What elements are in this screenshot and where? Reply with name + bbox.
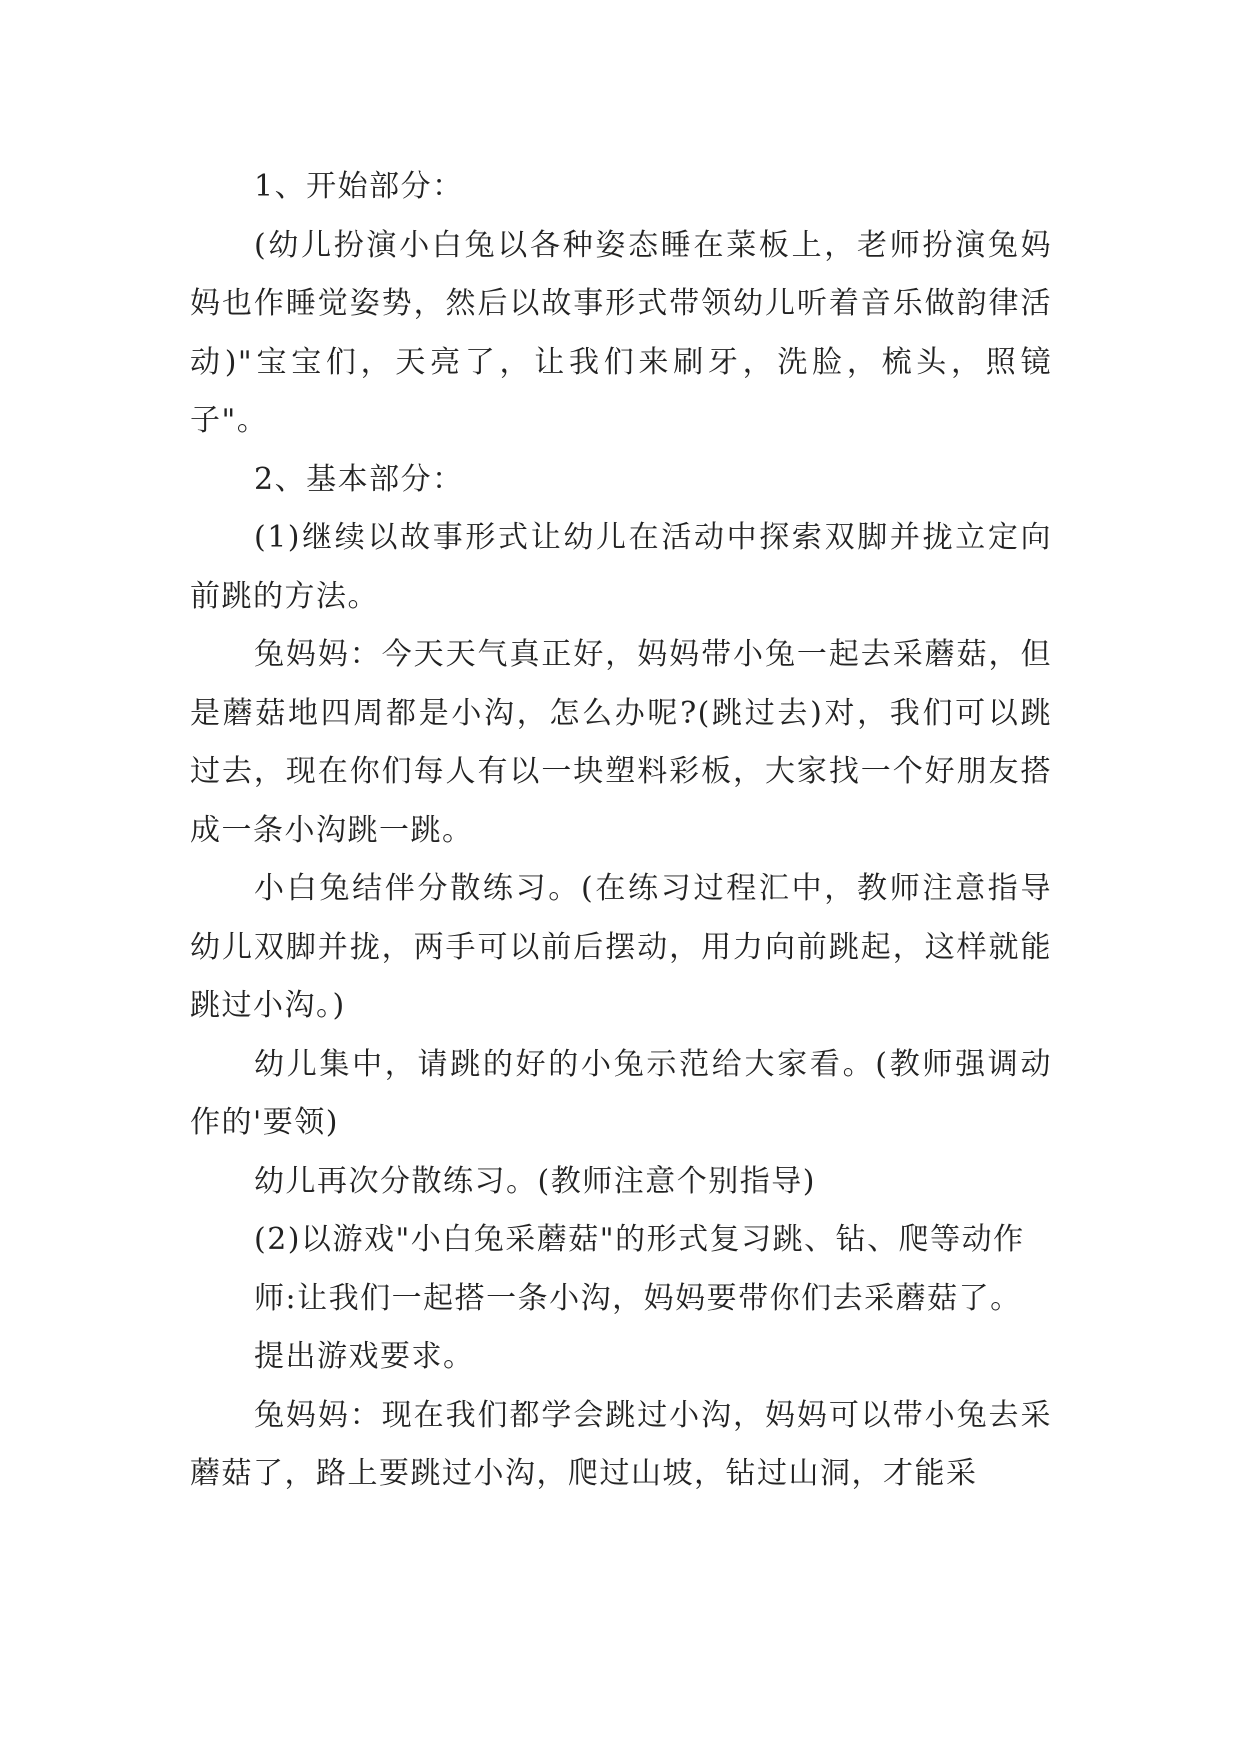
- paragraph-opening-activity: (幼儿扮演小白兔以各种姿态睡在菜板上，老师扮演兔妈妈也作睡觉姿势，然后以故事形式带领幼儿听着音乐做韵律活动)"宝宝们，天亮了，让我们来刷牙，洗脸，梳头，照镜子"。: [190, 227, 1052, 438]
- paragraph-demonstration: 幼儿集中，请跳的好的小兔示范给大家看。(教师强调动作的'要领): [190, 1046, 1052, 1140]
- document-body: [190, 158, 1052, 1504]
- section-heading-opening: 1、开始部分：: [254, 169, 464, 204]
- paragraph-game-rules: 提出游戏要求。: [254, 1339, 475, 1374]
- paragraph-step-1: (1)继续以故事形式让幼儿在活动中探索双脚并拢立定向前跳的方法。: [190, 520, 1052, 614]
- paragraph-mother-rabbit-dialogue: 兔妈妈：今天天气真正好，妈妈带小兔一起去采蘑菇，但是蘑菇地四周都是小沟，怎么办呢?(跳过去)对，我们可以跳过去，现在你们每人有以一块塑料彩板，大家找一个好朋友搭成一条小沟跳一跳。: [190, 637, 1052, 848]
- paragraph-step-2: (2)以游戏"小白兔采蘑菇"的形式复习跳、钻、爬等动作: [254, 1222, 1025, 1257]
- paragraph-partner-practice: 小白兔结伴分散练习。(在练习过程汇中，教师注意指导幼儿双脚并拢，两手可以前后摆动，用力向前跳起，这样就能跳过小沟。): [190, 871, 1052, 1023]
- paragraph-repeat-practice: 幼儿再次分散练习。(教师注意个别指导): [254, 1163, 816, 1199]
- paragraph-teacher-line: 师:让我们一起搭一条小沟，妈妈要带你们去采蘑菇了。: [254, 1280, 1022, 1316]
- paragraph-mother-rabbit-instructions: 兔妈妈：现在我们都学会跳过小沟，妈妈可以带小兔去采蘑菇了，路上要跳过小沟，爬过山坡，钻过山洞，才能采: [190, 1397, 1052, 1491]
- section-heading-basic: 2、基本部分：: [254, 461, 464, 497]
